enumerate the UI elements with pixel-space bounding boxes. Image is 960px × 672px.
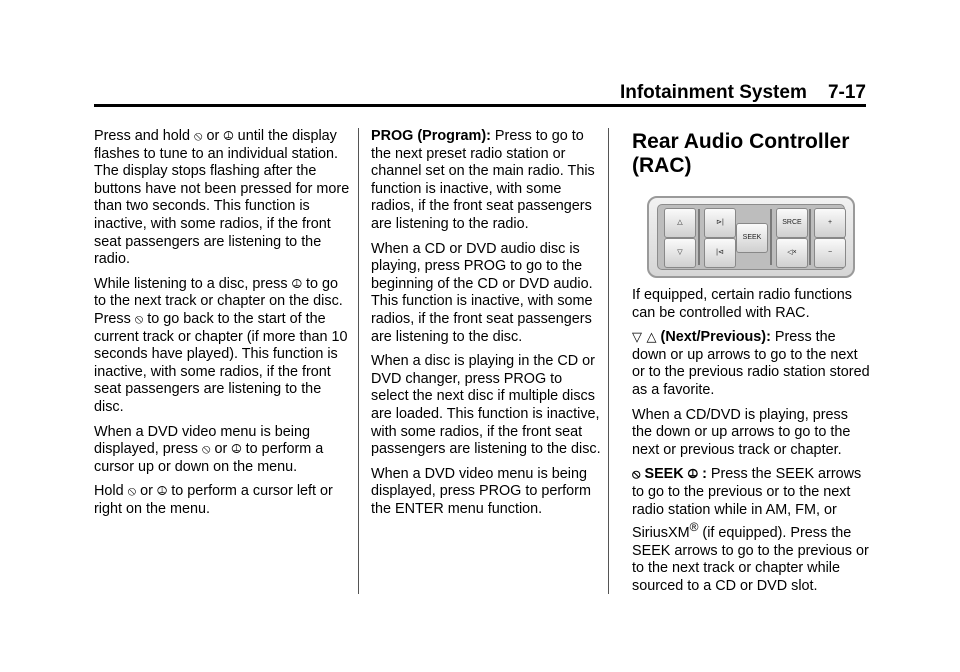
rac-illustration [647,196,855,278]
seek-label: SEEK [736,223,768,253]
paragraph: When a CD/DVD is playing, press the down or up arrows to go to the next or previous track or chapter. [632,406,851,458]
up-arrow-icon: △ [664,208,696,238]
header-rule [94,104,866,107]
down-arrow-icon: ▽ [664,238,696,268]
column-2 [371,128,603,525]
paragraph: ▽ △ (Next/Previous): Press the down or up arrows to go to the next or to the previous radio station stored as a favorite. [632,329,870,398]
column-divider [608,128,609,594]
paragraph: Press and hold ⦸ or ⦹ until the display flashes to tune to an individual station. The display stops flashing after the buttons have not been pressed for more than two seconds. This function is inactive, with some radios, if the front seat passengers are listening to the radio. [94,128,350,268]
rac-panel [657,204,845,270]
next-track-icon: ⊳| [704,208,736,238]
paragraph: If equipped, certain radio functions can be controlled with RAC. [632,287,852,321]
rac-divider [809,209,811,265]
section-title: Infotainment System [619,82,807,103]
seek-forward-icon: ⦹ [156,484,168,500]
paragraph: PROG (Program): Press to go to the next preset radio station or channel set on the main radio. This function is inactive, with some radios, if the front seat passengers are listening to the radio. [371,128,595,232]
registered-mark: ® [689,520,699,535]
volume-up-icon: + [814,208,846,238]
paragraph: When a DVD video menu is being displayed, press PROG to perform the ENTER menu function. [371,465,591,517]
column-3 [632,128,870,602]
next-previous-arrows-icon: ▽ △ [632,330,657,346]
page-number: 7-17 [827,82,866,103]
prev-track-icon: |⊲ [704,238,736,268]
paragraph: When a disc is playing in the CD or DVD changer, press PROG to select the next disc if multiple discs are loaded. This function is inactive, with some radios, if the front seat passengers are listening to the disc. [371,353,601,458]
seek-forward-icon: ⦹ [223,129,234,144]
seek-forward-icon: ⦹ [231,442,242,458]
paragraph: Hold ⦸ or ⦹ to perform a cursor left or right on the menu. [94,483,333,517]
term: (Next/Previous): [656,329,771,346]
seek-back-icon: ⦸ [127,484,137,500]
source-label: SRCE [776,208,808,238]
paragraph: ⦸ SEEK ⦹ : Press the SEEK arrows to go to the previous or to the next radio station while in AM, FM, or SiriusXM® (if equipped). Press the SEEK arrows to go to the previous or to the next track or chapter while sourced to a CD or DVD slot. [632,466,869,594]
column-divider [358,128,359,594]
seek-back-icon: ⦸ [632,467,641,483]
term: SEEK [640,466,688,483]
term: PROG (Program): [371,128,491,144]
mute-icon: ◁× [776,238,808,268]
running-header [620,82,866,104]
seek-back-icon: ⦸ [202,442,211,458]
column-1 [94,128,350,525]
seek-back-icon: ⦸ [134,311,144,327]
rac-divider [770,209,772,265]
seek-back-icon: ⦸ [194,129,203,144]
rac-divider [698,209,700,265]
paragraph: While listening to a disc, press ⦹ to go to the next track or chapter on the disc. Press ⦸ to go back to the start of the current track or chapter (if more than 10 seconds have played). This function is inactive, with some radios, if the front seat passengers are listening to the disc. [94,275,348,415]
paragraph: When a CD or DVD audio disc is playing, press PROG to go to the beginning of the CD or DVD audio. This function is inactive, with some radios, if the front seat passengers are listening to the disc. [371,240,593,345]
section-heading: Rear Audio Controller (RAC) [632,130,850,177]
paragraph: When a DVD video menu is being displayed, press ⦸ or ⦹ to perform a cursor up or down on the menu. [94,423,324,475]
seek-forward-icon: ⦹ [687,467,699,483]
volume-down-icon: − [814,238,846,268]
seek-forward-icon: ⦹ [291,276,302,292]
